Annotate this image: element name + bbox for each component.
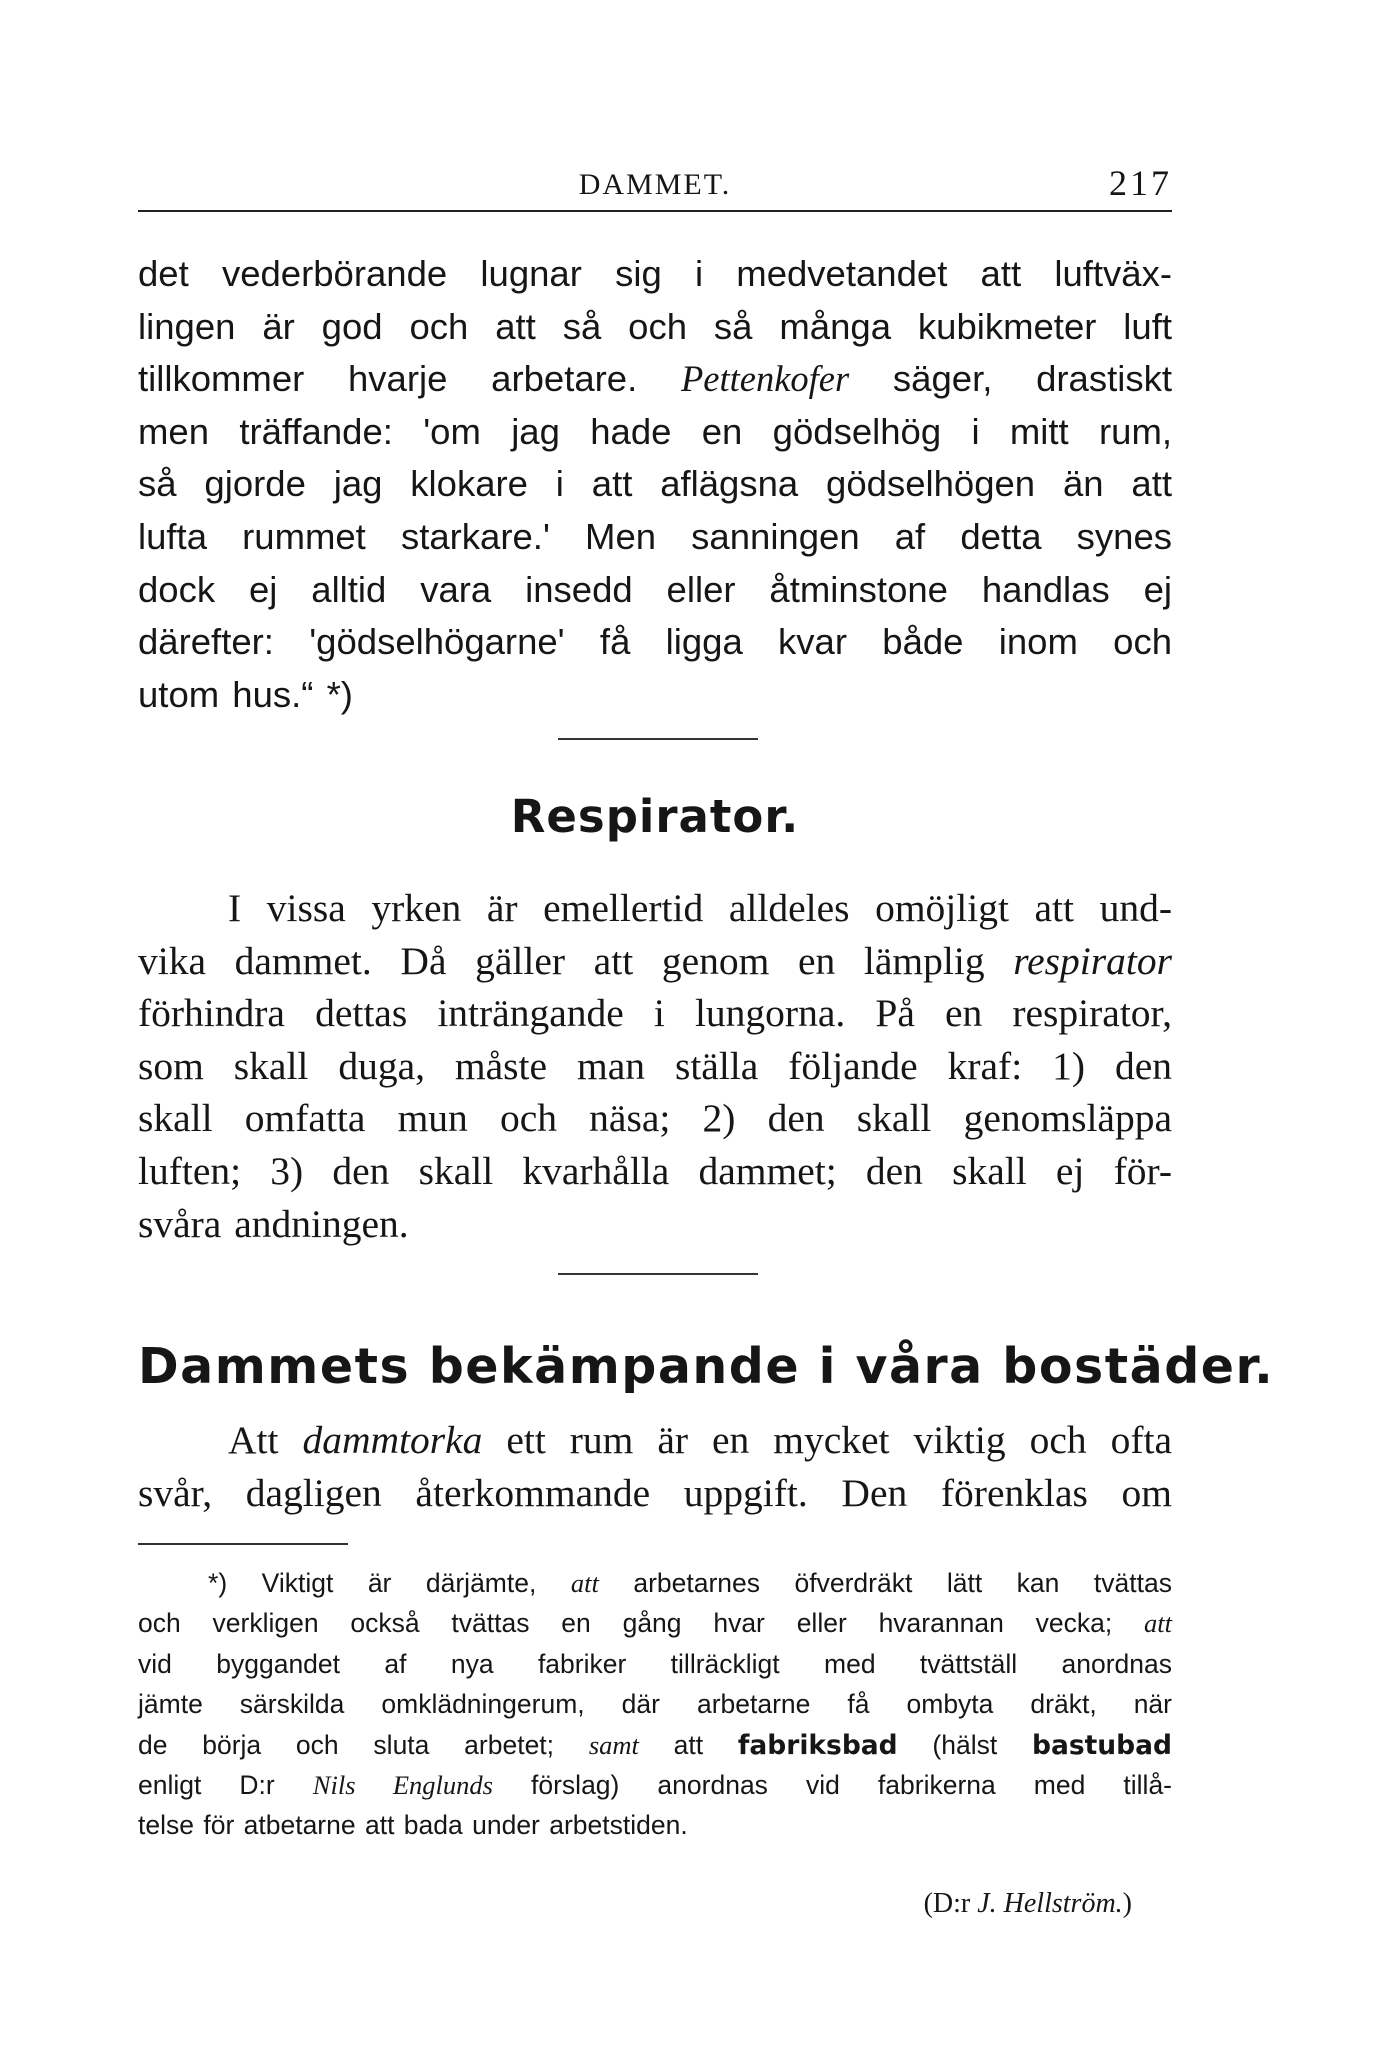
section-divider — [558, 1273, 758, 1275]
footnote-line: telse för atbetarne att bada under arbetstiden. — [138, 1810, 688, 1841]
text-line: lingen är god och att så och så många kubikmeter luft — [138, 305, 1172, 347]
footnote-line: *) Viktigt är därjämte, att arbetarnes öfverdräkt lätt kan tvättas — [208, 1568, 1172, 1598]
section-divider — [558, 738, 758, 740]
paragraph-dusting — [138, 1414, 1172, 1519]
header-rule — [138, 210, 1172, 212]
text-line: så gjorde jag klokare i att aflägsna gödselhögen än att — [138, 463, 1172, 505]
text-line: Att dammtorka ett rum är en mycket viktig och ofta — [228, 1418, 1172, 1462]
heading-respirator: Respirator. — [510, 790, 800, 843]
footnote-line: vid byggandet af nya fabriker tillräckligt med tvättställ anordnas — [138, 1648, 1172, 1679]
footnote — [138, 1563, 1172, 1846]
heading-dammets: Dammets bekämpande i våra bostäder. — [138, 1338, 1275, 1395]
footnote-signature: (D:r J. Hellström.) — [923, 1888, 1132, 1919]
text-line: lufta rummet starkare.' Men sanningen af detta synes — [138, 515, 1172, 557]
text-line: dock ej alltid vara insedd eller åtminstone handlas ej — [138, 568, 1172, 610]
emphasis-bastubad: bastubad — [1032, 1729, 1172, 1761]
text-line: svår, dagligen återkommande uppgift. Den förenklas om — [138, 1470, 1172, 1515]
text-line: svåra andningen. — [138, 1201, 409, 1246]
book-page — [138, 0, 1275, 2045]
footnote-rule — [138, 1543, 348, 1545]
text-line: det vederbörande lugnar sig i medvetandet att luftväx- — [138, 253, 1172, 294]
footnote-line: jämte särskilda omklädningerum, där arbetarne få ombyta dräkt, när — [138, 1689, 1172, 1720]
emphasis-fabriksbad: fabriksbad — [737, 1729, 898, 1761]
text-line: vika dammet. Då gäller att genom en lämplig respirator — [138, 938, 1172, 983]
text-line: som skall duga, måste man ställa följande kraf: 1) den — [138, 1043, 1172, 1088]
text-line: tillkommer hvarje arbetare. Pettenkofer säger, drastiskt — [138, 358, 1172, 400]
text-line: skall omfatta mun och näsa; 2) den skall genomsläppa — [138, 1096, 1172, 1141]
text-line: men träffande: 'om jag hade en gödselhög i mitt rum, — [138, 410, 1172, 452]
page-number: 217 — [1109, 163, 1172, 203]
text-line: förhindra dettas inträngande i lungorna. På en respirator, — [138, 991, 1172, 1036]
emphasis-respirator: respirator — [1013, 938, 1172, 983]
text-line: I vissa yrken är emellertid alldeles omöjligt att und- — [228, 886, 1172, 930]
paragraph-ventilation — [138, 248, 1172, 721]
text-line: luften; 3) den skall kvarhålla dammet; den skall ej för- — [138, 1148, 1172, 1193]
emphasis-dammtorka: dammtorka — [302, 1418, 483, 1462]
footnote-line: de börja och sluta arbetet; samt att fabriksbad (hälst bastubad — [138, 1729, 1172, 1761]
text-line: därefter: 'gödselhögarne' få ligga kvar både inom och — [138, 621, 1172, 663]
author-name-pettenkofer: Pettenkofer — [680, 358, 850, 400]
text-line: utom hus.“ *) — [138, 673, 353, 715]
footnote-line: och verkligen också tvättas en gång hvar eller hvarannan vecka; att — [138, 1608, 1172, 1639]
footnote-line: enligt D:r Nils Englunds förslag) anordnas vid fabrikerna med tillå- — [138, 1769, 1173, 1800]
paragraph-respirator — [138, 882, 1172, 1250]
running-title: DAMMET. — [578, 168, 732, 201]
running-head — [138, 163, 1172, 208]
